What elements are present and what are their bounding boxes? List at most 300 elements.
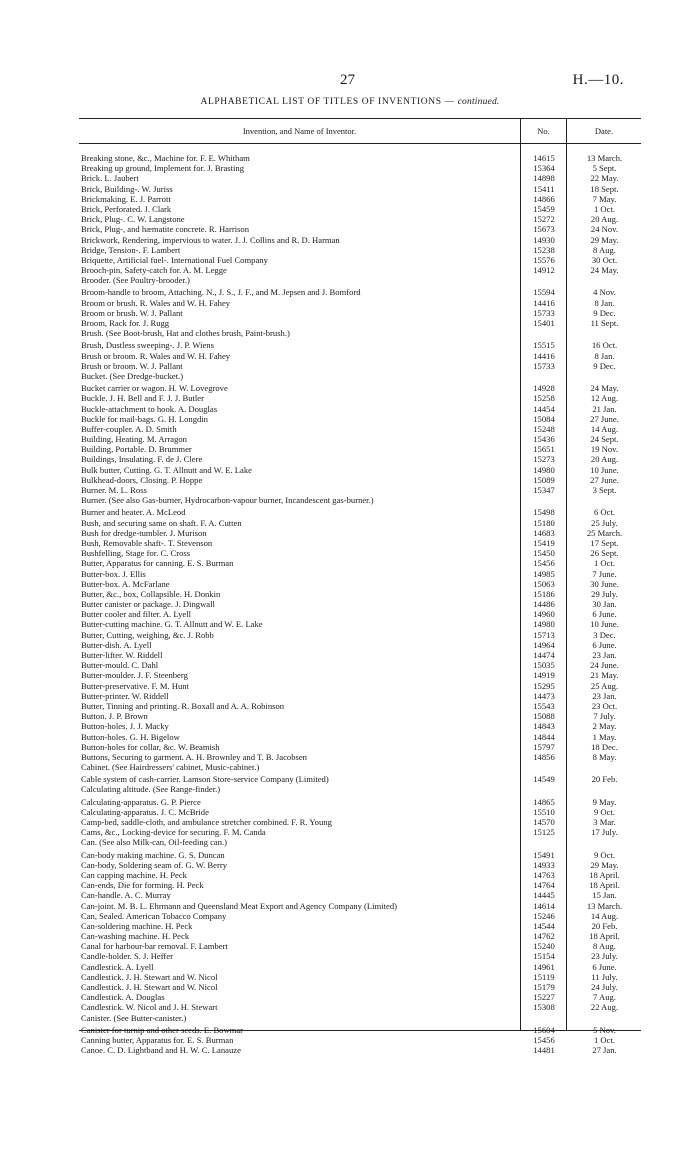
invention-date: 13 March. [586, 153, 623, 163]
list-item [81, 308, 641, 318]
list-item [81, 153, 641, 163]
invention-date: 8 Jan. [594, 297, 615, 308]
invention-title: Canister for turnip and other seeds. E. Bowmar [81, 1024, 244, 1035]
list-item [81, 921, 641, 931]
invention-date: 24 Nov. [590, 224, 619, 235]
invention-title: Calculating-apparatus. J. C. McBride [81, 806, 209, 817]
invention-title: Candlestick. W. Nicol and J. H. Stewart [81, 1002, 218, 1013]
invention-date: 20 Aug. [590, 214, 619, 225]
invention-number: 14964 [533, 639, 555, 650]
invention-number: 14980 [533, 619, 555, 630]
invention-title: Can capping machine. H. Peck [81, 869, 187, 880]
invention-date: 9 Dec. [593, 360, 616, 371]
list-item [81, 1035, 641, 1045]
invention-title: Butter-printer. W. Riddell [81, 690, 169, 701]
list-item [81, 721, 641, 731]
invention-number: 14474 [533, 650, 555, 660]
invention-number: 15594 [533, 287, 555, 298]
list-item [81, 558, 641, 568]
list-item [81, 518, 641, 528]
invention-number: 15308 [533, 1002, 555, 1013]
invention-title: Buffer-coupler. A. D. Smith [81, 423, 177, 434]
invention-date: 18 April. [589, 869, 620, 880]
invention-number: 15364 [533, 163, 555, 174]
invention-number: 14762 [533, 931, 555, 942]
invention-date: 9 Oct. [593, 806, 615, 817]
invention-number: 15510 [533, 806, 555, 817]
list-item [81, 434, 641, 444]
invention-date: 9 Dec. [593, 307, 616, 318]
invention-date: 24 June. [590, 660, 619, 671]
invention-date: 3 Dec. [593, 629, 616, 640]
list-item [81, 275, 641, 285]
invention-number: 14454 [533, 403, 555, 414]
invention-title: Can-body making machine. G. S. Duncan [81, 849, 225, 860]
invention-number: 14544 [533, 920, 555, 931]
invention-title: Burner. M. L. Ross [81, 485, 147, 495]
invention-number: 14980 [533, 464, 555, 475]
invention-date: 17 July. [591, 827, 618, 838]
invention-number: 15651 [533, 444, 555, 455]
invention-title: Brooch-pin, Safety-catch for. A. M. Legge [81, 265, 227, 276]
list-item [81, 941, 641, 951]
invention-number: 14416 [533, 350, 555, 361]
invention-number: 14930 [533, 234, 555, 245]
list-item [81, 931, 641, 941]
invention-number: 15089 [533, 474, 555, 485]
invention-title: Butter-box. J. Ellis [81, 568, 146, 579]
list-item [81, 224, 641, 234]
heading-main: ALPHABETICAL LIST OF TITLES OF INVENTIONS [200, 97, 442, 107]
invention-number: 15273 [533, 454, 555, 465]
invention-title: Can-ends, Die for forming. H. Peck [81, 880, 204, 891]
invention-title: Brick, Perforated. J. Clark [81, 203, 172, 214]
invention-title: Calculating-apparatus. G. P. Pierce [81, 796, 201, 807]
invention-number: 15240 [533, 941, 555, 952]
invention-title: Building, Portable. D. Brummer [81, 444, 192, 455]
invention-title: Buttons, Securing to garment. A. H. Brownley and T. B. Jacobsen [81, 751, 307, 762]
invention-date: 11 Sept. [590, 318, 619, 328]
invention-date: 7 July. [593, 711, 616, 722]
invention-title: Broom or brush. W. J. Pallant [81, 307, 183, 318]
invention-number: 15272 [533, 214, 555, 225]
invention-date: 20 Aug. [590, 454, 619, 465]
invention-title: Butter cooler and filter. A. Lyell [81, 609, 192, 620]
invention-date: 16 Oct. [591, 340, 618, 351]
invention-title: Button-holes for collar, &c. W. Beamish [81, 741, 220, 752]
list-item [81, 383, 641, 393]
invention-title: Candlestick. J. H. Stewart and W. Nicol [81, 982, 218, 992]
invention-title: Buckle. J. H. Bell and F. J. J. Butler [81, 393, 204, 404]
invention-title: Broom-handle to broom, Attaching. N., J. S., J. F., and M. Jepsen and J. Bomford [81, 287, 361, 298]
invention-title: Calculating altitude. (See Range-finder.) [81, 784, 221, 795]
invention-title: Button-holes. J. J. Macky [81, 721, 169, 732]
invention-date: 1 Oct. [593, 1034, 615, 1045]
invention-date: 17 Sept. [590, 537, 619, 548]
invention-date: 22 Aug. [590, 1002, 619, 1013]
invention-title: Cable system of cash-carrier. Lamson Store-service Company (Limited) [81, 774, 329, 785]
invention-date: 5 Nov. [593, 1024, 616, 1035]
invention-title: Bush, Removable shaft-. T. Stevenson [81, 537, 213, 548]
invention-title: Can-washing machine. H. Peck [81, 931, 190, 942]
invention-date: 8 Jan. [594, 350, 615, 361]
page-number: 27 [340, 72, 355, 88]
invention-title: Burner. (See also Gas-burner, Hydrocarbon-vapour burner, Incandescent gas-burner.) [81, 495, 374, 506]
invention-title: Butter, &c., box, Collapsible. H. Donkin [81, 588, 221, 599]
invention-date: 22 May. [590, 173, 619, 184]
invention-date: 3 Sept. [592, 485, 617, 495]
invention-title: Canning butter, Apparatus for. E. S. Burman [81, 1034, 234, 1045]
list-item [81, 650, 641, 660]
invention-date: 24 Sept. [590, 434, 619, 445]
invention-number: 14865 [533, 796, 555, 807]
list-item [81, 992, 641, 1002]
invention-title: Buckle-attachment to hook. A. Douglas [81, 403, 218, 414]
invention-number: 15246 [533, 910, 555, 921]
invention-date: 30 Oct. [591, 254, 618, 265]
invention-date: 3 Mar. [593, 817, 616, 827]
invention-number: 14481 [533, 1045, 555, 1056]
list-item [81, 298, 641, 308]
invention-title: Brooder. (See Poultry-brooder.) [81, 275, 190, 286]
list-item [81, 911, 641, 921]
invention-date: 27 June. [590, 413, 619, 424]
invention-title: Canister. (See Butter-canister.) [81, 1012, 187, 1023]
invention-date: 20 Feb. [591, 774, 618, 785]
invention-date: 6 June. [592, 639, 617, 650]
invention-number: 15713 [533, 629, 555, 640]
invention-number: 15295 [533, 680, 555, 691]
invention-title: Brickmaking. E. J. Parrott [81, 193, 171, 204]
list-item [81, 670, 641, 680]
list-item [81, 507, 641, 517]
invention-number: 14961 [533, 961, 555, 972]
invention-number: 14486 [533, 599, 555, 610]
invention-title: Broom, Rack for. J. Rugg [81, 318, 170, 328]
invention-title: Bush, and securing same on shaft. F. A. Cutten [81, 517, 242, 528]
invention-title: Can-handle. A. C. Murray [81, 890, 171, 901]
invention-number: 15436 [533, 434, 555, 445]
invention-number: 14960 [533, 609, 555, 620]
invention-title: Bulkhead-doors, Closing. P. Hoppe [81, 474, 203, 485]
list-item [81, 424, 641, 434]
invention-title: Cams, &c., Locking-device for securing. F. M. Canda [81, 827, 266, 838]
list-item [81, 235, 641, 245]
invention-title: Buildings, Insulating. F. de J. Clere [81, 454, 203, 465]
invention-date: 23 July. [591, 951, 618, 962]
invention-date: 24 May. [590, 265, 619, 276]
invention-number: 15258 [533, 393, 555, 404]
invention-title: Butter, Apparatus for canning. E. S. Burman [81, 558, 234, 569]
list-item [81, 287, 641, 297]
list-item [81, 860, 641, 870]
invention-title: Can-body, Soldering seam of. G. W. Berry [81, 859, 227, 870]
invention-title: Canoe. C. D. Lightband and H. W. C. Lanauze [81, 1045, 241, 1056]
list-item [81, 163, 641, 173]
invention-title: Can-soldering machine. H. Peck [81, 920, 193, 931]
invention-date: 18 April. [589, 880, 620, 891]
list-item [81, 774, 641, 784]
list-item [81, 742, 641, 752]
invention-number: 15450 [533, 548, 555, 559]
invention-number: 14844 [533, 731, 555, 742]
list-item [81, 361, 641, 371]
document-reference: H.—10. [572, 72, 624, 88]
invention-title: Candlestick. J. H. Stewart and W. Nicol [81, 971, 218, 982]
list-item [81, 732, 641, 742]
invention-date: 30 Jan. [592, 599, 617, 610]
list-item [81, 711, 641, 721]
invention-number: 15180 [533, 517, 555, 528]
invention-number: 15456 [533, 1034, 555, 1045]
list-item [81, 173, 641, 183]
list-item [81, 691, 641, 701]
invention-number: 15491 [533, 849, 555, 860]
invention-date: 6 June. [592, 961, 617, 972]
invention-number: 14866 [533, 193, 555, 204]
invention-number: 15576 [533, 254, 555, 265]
invention-date: 26 Sept. [590, 548, 619, 559]
invention-date: 9 Oct. [593, 849, 615, 860]
invention-title: Broom or brush. R. Wales and W. H. Fahey [81, 297, 231, 308]
invention-date: 1 Oct. [593, 558, 615, 569]
invention-title: Buckle for mail-bags. G. H. Longdin [81, 413, 208, 424]
list-item [81, 404, 641, 414]
invention-title: Brick, Plug-, and hæmatite concrete. R. Harrison [81, 224, 250, 235]
invention-title: Cabinet. (See Hairdressers' cabinet, Music-cabinet.) [81, 762, 260, 773]
invention-date: 21 Jan. [592, 403, 617, 414]
invention-number: 15498 [533, 507, 555, 518]
invention-date: 20 Feb. [591, 920, 618, 931]
column-header-date: Date. [594, 126, 614, 136]
list-item [81, 1025, 641, 1035]
list-item [81, 901, 641, 911]
invention-number: 15088 [533, 711, 555, 722]
invention-date: 18 Dec. [591, 741, 618, 752]
invention-number: 15515 [533, 340, 555, 351]
invention-number: 15248 [533, 423, 555, 434]
list-item [81, 962, 641, 972]
list-item [81, 1002, 641, 1012]
invention-number: 15733 [533, 307, 555, 318]
invention-number: 14764 [533, 880, 555, 891]
invention-number: 14898 [533, 173, 555, 184]
invention-number: 14614 [533, 900, 555, 911]
invention-title: Canal for harbour-bar removal. F. Lambert [81, 941, 228, 952]
list-item [81, 837, 641, 847]
invention-title: Brick, Plug-. C. W. Langstone [81, 214, 185, 225]
invention-number: 14473 [533, 690, 555, 701]
list-item [81, 569, 641, 579]
list-item [81, 589, 641, 599]
invention-title: Candlestick. A. Lyell [81, 961, 154, 972]
invention-number: 15419 [533, 537, 555, 548]
list-item [81, 465, 641, 475]
invention-title: Can-joint. M. B. L. Ehrmann and Queensland Meat Export and Agency Company (Limited) [81, 900, 397, 911]
list-item [81, 681, 641, 691]
invention-number: 15119 [533, 971, 555, 982]
invention-title: Butter-moulder. J. F. Steenberg [81, 670, 188, 681]
invention-title: Brickwork, Rendering, impervious to water. J. J. Collins and R. D. Harman [81, 234, 340, 245]
invention-title: Can, Sealed. American Tobacco Company [81, 910, 227, 921]
list-item [81, 194, 641, 204]
invention-date: 23 Oct. [591, 700, 618, 711]
invention-date: 25 Aug. [590, 680, 619, 691]
invention-number: 15063 [533, 578, 555, 589]
invention-number: 14570 [533, 817, 555, 827]
table-header-rule [79, 143, 641, 144]
invention-number: 15459 [533, 203, 555, 214]
invention-date: 7 June. [592, 568, 617, 579]
invention-date: 23 Jan. [592, 690, 617, 701]
list-item [81, 579, 641, 589]
list-item [81, 485, 641, 495]
invention-date: 18 April. [589, 931, 620, 942]
list-item [81, 245, 641, 255]
invention-number: 14445 [533, 890, 555, 901]
invention-number: 14985 [533, 568, 555, 579]
invention-date: 1 Oct. [593, 203, 615, 214]
invention-number: 15347 [533, 485, 555, 495]
invention-number: 15125 [533, 827, 555, 838]
invention-date: 23 Jan. [592, 650, 617, 660]
list-item [81, 548, 641, 558]
invention-title: Butter, Tinning and printing. R. Boxall and A. A. Robinson [81, 700, 285, 711]
invention-date: 7 Aug. [593, 992, 616, 1003]
list-item [81, 752, 641, 762]
inventions-list [81, 153, 641, 1055]
invention-date: 9 May. [592, 796, 617, 807]
invention-date: 10 June. [590, 464, 619, 475]
invention-number: 15401 [533, 318, 555, 328]
invention-title: Brush. (See Boot-brush, Hat and clothes brush, Paint-brush.) [81, 328, 290, 339]
invention-title: Butter-box. A. McFarlane [81, 578, 170, 589]
invention-number: 15186 [533, 588, 555, 599]
invention-title: Candlestick. A. Douglas [81, 992, 165, 1003]
list-item [81, 265, 641, 275]
list-item [81, 784, 641, 794]
invention-date: 24 May. [590, 383, 619, 394]
list-item [81, 328, 641, 338]
invention-date: 25 March. [586, 527, 623, 538]
list-item [81, 528, 641, 538]
column-header-invention: Invention, and Name of Inventor. [242, 126, 357, 136]
invention-number: 15035 [533, 660, 555, 671]
invention-title: Butter-mould. C. Dahl [81, 660, 159, 671]
invention-date: 14 Aug. [590, 910, 619, 921]
invention-number: 14763 [533, 869, 555, 880]
invention-date: 13 March. [586, 900, 623, 911]
invention-date: 27 June. [590, 474, 619, 485]
invention-title: Briquette, Artificial fuel-. International Fuel Company [81, 254, 268, 265]
invention-number: 15238 [533, 244, 555, 255]
invention-title: Bridge, Tension-. F. Lambert [81, 244, 181, 255]
page-heading: ALPHABETICAL LIST OF TITLES OF INVENTIONS — continued. [200, 97, 500, 107]
invention-title: Butter, Cutting, weighing, &c. J. Robb [81, 629, 214, 640]
invention-title: Butter-dish. A. Lyell [81, 639, 152, 650]
list-item [81, 619, 641, 629]
list-item [81, 701, 641, 711]
invention-title: Breaking stone, &c., Machine for. F. E. Whitham [81, 153, 250, 163]
invention-title: Butter-preservative. F. M. Hunt [81, 680, 189, 691]
invention-date: 1 May. [592, 731, 617, 742]
invention-title: Butter canister or package. J. Dingwall [81, 599, 215, 610]
list-item [81, 890, 641, 900]
invention-title: Brush, Dustless sweeping-. J. P. Wiens [81, 340, 214, 351]
invention-date: 10 June. [590, 619, 619, 630]
invention-title: Breaking up ground, Implement for. J. Brasting [81, 163, 245, 174]
invention-number: 14912 [533, 265, 555, 276]
invention-date: 25 July. [591, 517, 618, 528]
invention-date: 19 Nov. [590, 444, 619, 455]
invention-title: Candle-holder. S. J. Heffer [81, 951, 173, 962]
invention-date: 7 May. [592, 193, 617, 204]
list-item [81, 454, 641, 464]
list-item [81, 807, 641, 817]
heading-suffix: continued. [457, 97, 500, 107]
list-item [81, 475, 641, 485]
list-item [81, 797, 641, 807]
invention-number: 14919 [533, 670, 555, 681]
invention-date: 6 Oct. [593, 507, 615, 518]
column-header-no: No. [537, 126, 550, 136]
table-top-rule [79, 118, 641, 119]
list-item [81, 609, 641, 619]
list-item [81, 318, 641, 328]
invention-number: 15797 [533, 741, 555, 752]
list-item [81, 538, 641, 548]
invention-title: Brick. L. Jaubert [81, 173, 139, 184]
invention-date: 21 May. [590, 670, 619, 681]
list-item [81, 972, 641, 982]
invention-title: Bulk butter, Cutting. G. T. Allnutt and W. E. Lake [81, 464, 252, 475]
list-item [81, 351, 641, 361]
list-item [81, 951, 641, 961]
invention-title: Button-holes. G. H. Bigelow [81, 731, 180, 742]
list-item [81, 880, 641, 890]
list-item [81, 640, 641, 650]
invention-number: 15154 [533, 951, 555, 962]
invention-number: 14416 [533, 297, 555, 308]
invention-number: 14683 [533, 527, 555, 538]
invention-number: 14928 [533, 383, 555, 394]
invention-title: Brick, Building-. W. Juriss [81, 183, 173, 194]
list-item [81, 204, 641, 214]
invention-date: 14 Aug. [590, 423, 619, 434]
invention-title: Camp-bed, saddle-cloth, and ambulance stretcher combined. F. R. Young [81, 817, 332, 827]
invention-number: 15543 [533, 700, 555, 711]
list-item [81, 495, 641, 505]
invention-number: 14615 [533, 153, 555, 163]
invention-date: 6 June. [592, 609, 617, 620]
list-item [81, 762, 641, 772]
invention-number: 15604 [533, 1024, 555, 1035]
invention-title: Button. J. P. Brown [81, 711, 148, 722]
invention-date: 29 May. [590, 234, 619, 245]
invention-date: 8 Aug. [593, 941, 616, 952]
list-item [81, 630, 641, 640]
invention-number: 15411 [533, 183, 555, 194]
list-item [81, 827, 641, 837]
invention-title: Brush or broom. R. Wales and W. H. Fahey [81, 350, 231, 361]
invention-title: Building, Heating. M. Arragon [81, 434, 187, 445]
list-item [81, 214, 641, 224]
list-item [81, 444, 641, 454]
invention-number: 15179 [533, 982, 555, 992]
invention-date: 24 July. [591, 982, 618, 992]
invention-date: 11 July. [591, 971, 618, 982]
invention-date: 5 Sept. [592, 163, 617, 174]
